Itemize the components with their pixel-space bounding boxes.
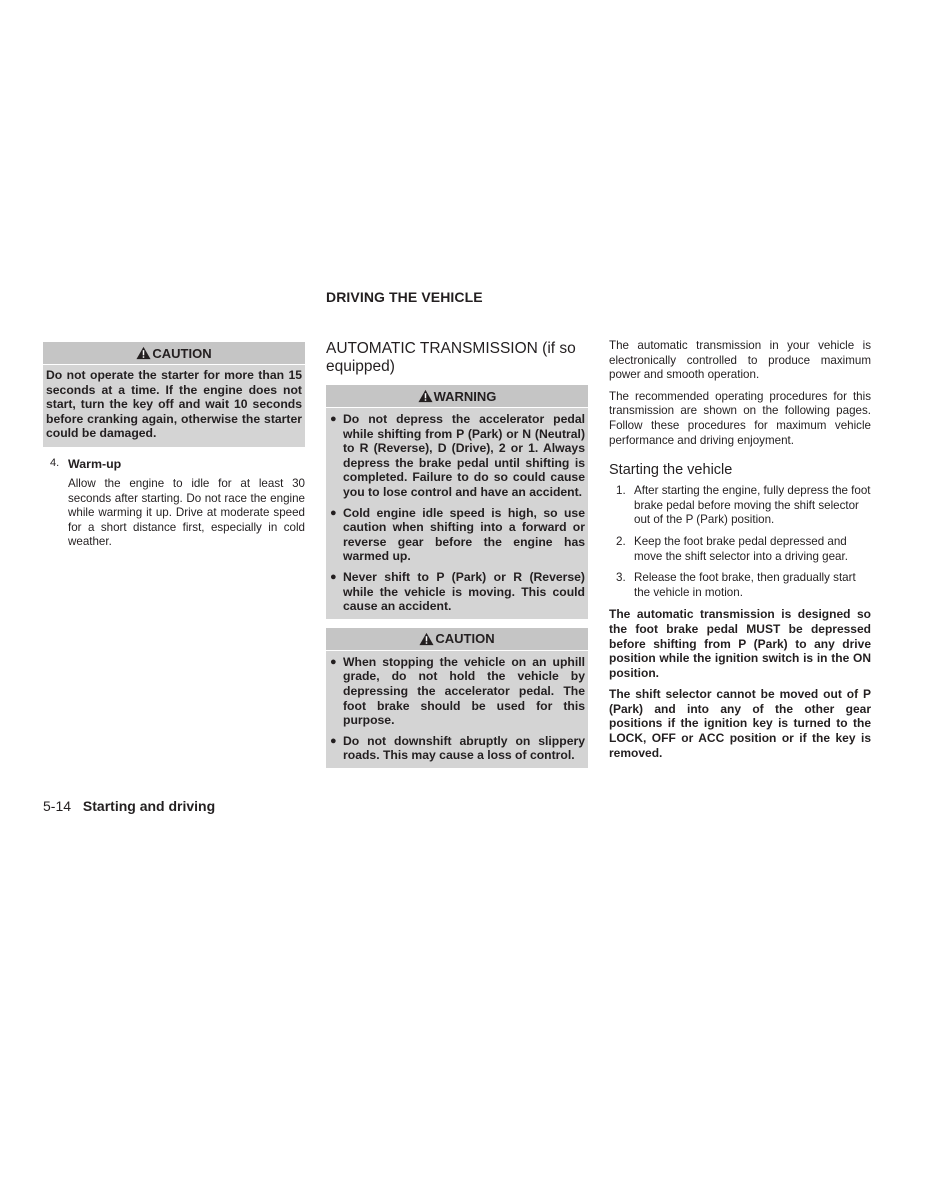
auto-transmission-heading: AUTOMATIC TRANSMISSION (if so equipped) bbox=[326, 340, 576, 375]
warning-list bbox=[326, 408, 588, 619]
chapter-title: Starting and driving bbox=[82, 798, 216, 814]
warning-triangle-icon bbox=[418, 389, 433, 403]
starting-heading: Starting the vehicle bbox=[609, 462, 733, 479]
warning-triangle-icon bbox=[136, 346, 151, 360]
bullet-icon: ● bbox=[330, 413, 337, 425]
warmup-text: Allow the engine to idle for at least 30 seconds after starting. Do not race the engine while warming it up. Drive at moderate speed for a short distance first, especially in cold weather. bbox=[68, 476, 305, 549]
important-note: The automatic transmission is designed so the foot brake pedal MUST be depressed before shifting from P (Park) to any drive position while the ignition switch is in the ON position. bbox=[609, 607, 871, 680]
list-item: ● Do not depress the accelerator pedal while shifting from P (Park) or N (Neutral) to R (Reverse), D (Drive), 2 or 1. Always depress the brake pedal until shifting is completed. Failure to do so could cause you to lose control and have an accident. bbox=[330, 412, 585, 499]
page-footer bbox=[43, 798, 215, 814]
warning-label: WARNING bbox=[433, 388, 497, 404]
warmup-step bbox=[43, 457, 305, 471]
bullet-icon: ● bbox=[330, 655, 337, 668]
page-number: 5-14 bbox=[43, 798, 72, 814]
caution-label: CAUTION bbox=[152, 345, 212, 361]
list-item: 1. After starting the engine, fully depress the foot brake pedal before moving the shift selector out of the P (Park) position. bbox=[616, 484, 871, 527]
steps-list bbox=[609, 484, 871, 600]
caution-label: CAUTION bbox=[435, 631, 495, 647]
warning-triangle-icon bbox=[419, 632, 434, 646]
intro-paragraph: The recommended operating procedures for this transmission are shown on the following pages. Follow these procedures for maximum vehicle performance and driving enjoyment. bbox=[609, 389, 871, 447]
step-title: Warm-up bbox=[68, 456, 122, 471]
step-number: 4. bbox=[50, 456, 60, 469]
list-item: ● Cold engine idle speed is high, so use caution when shifting into a forward or reverse gear before the engine has warmed up. bbox=[330, 505, 585, 564]
warning-box bbox=[326, 385, 588, 619]
caution-list bbox=[326, 651, 588, 768]
right-column bbox=[609, 339, 871, 767]
section-title: DRIVING THE VEHICLE bbox=[326, 289, 483, 305]
bullet-icon: ● bbox=[330, 570, 337, 583]
caution-box bbox=[326, 628, 588, 768]
important-note: The shift selector cannot be moved out of P (Park) and into any of the other gear positions if the ignition key is turned to the LOCK, OFF or ACC position or if the key is removed. bbox=[609, 687, 871, 760]
intro-paragraph: The automatic transmission in your vehicle is electronically controlled to produce maximum power and smooth operation. bbox=[609, 339, 871, 382]
list-item: 2. Keep the foot brake pedal depressed and move the shift selector into a driving gear. bbox=[616, 534, 848, 563]
list-item: ● Do not downshift abruptly on slippery roads. This may cause a loss of control. bbox=[330, 733, 585, 763]
middle-column bbox=[326, 340, 588, 777]
warning-header bbox=[326, 385, 588, 408]
caution-header bbox=[326, 628, 588, 651]
bullet-icon: ● bbox=[330, 734, 337, 747]
left-column bbox=[43, 342, 305, 550]
bullet-icon: ● bbox=[330, 506, 337, 519]
caution-text: Do not operate the starter for more than 15 seconds at a time. If the engine does not start, turn the key off and wait 10 seconds before cranking again, otherwise the starter could be damaged. bbox=[46, 368, 302, 441]
list-item: ● Never shift to P (Park) or R (Reverse) while the vehicle is moving. This could cause an accident. bbox=[330, 569, 585, 614]
caution-box bbox=[43, 342, 305, 447]
list-item: 3. Release the foot brake, then gradually start the vehicle in motion. bbox=[616, 571, 856, 599]
caution-header bbox=[43, 342, 305, 365]
list-item: ● When stopping the vehicle on an uphill grade, do not hold the vehicle by depressing the accelerator pedal. The foot brake should be used for this purpose. bbox=[330, 654, 585, 728]
